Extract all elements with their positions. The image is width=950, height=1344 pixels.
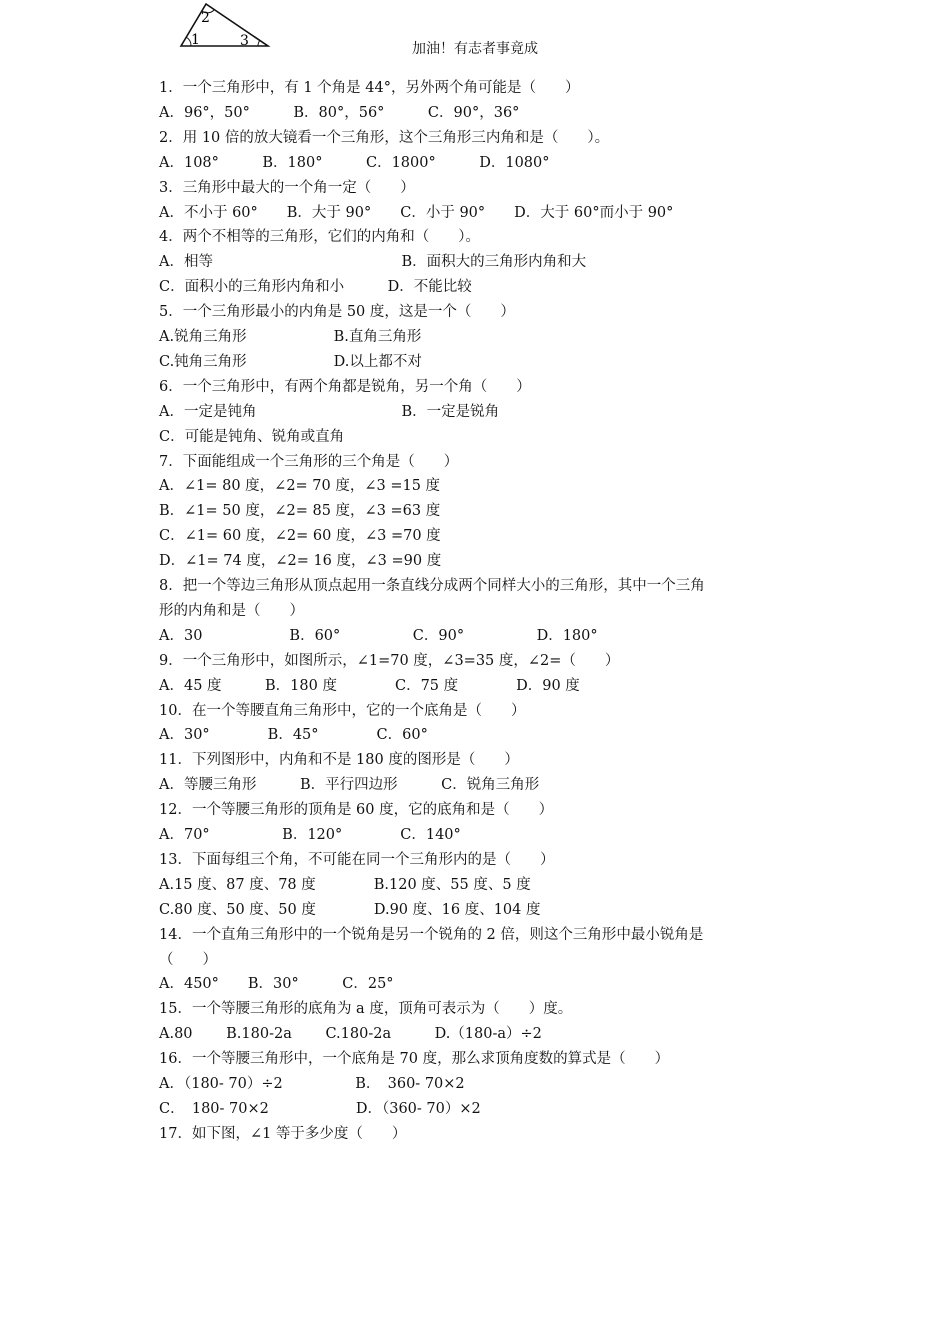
question-line: 5．一个三角形最小的内角是 50 度，这是一个（ ）: [159, 304, 515, 321]
question-line: 11．下列图形中，内角和不是 180 度的图形是（ ）: [159, 752, 519, 769]
question-line: 14．一个直角三角形中的一个锐角是另一个锐角的 2 倍，则这个三角形中最小锐角是: [159, 926, 704, 943]
question-line: A.15 度、87 度、78 度 B.120 度、55 度、5 度: [159, 876, 531, 893]
question-line: A．96°，50° B．80°，56° C．90°，36°: [159, 104, 520, 121]
question-line: C．面积小的三角形内角和小 D．不能比较: [159, 279, 472, 296]
question-line: A．70° B．120° C．140°: [159, 827, 461, 843]
question-line: A．30 B．60° C．90° D．180°: [159, 627, 598, 644]
question-line: 8．把一个等边三角形从顶点起用一条直线分成两个同样大小的三角形，其中一个三角: [159, 578, 705, 594]
question-line: C．∠1= 60 度，∠2= 60 度，∠3 =70 度: [159, 528, 441, 545]
angle2-label: 2: [201, 10, 210, 26]
question-line: 6．一个三角形中，有两个角都是锐角，另一个角（ ）: [159, 378, 531, 395]
question-line: A．不小于 60° B．大于 90° C．小于 90° D．大于 60°而小于 90°: [159, 204, 674, 221]
question-line: A．45 度 B．180 度 C．75 度 D．90 度: [159, 677, 580, 694]
question-line: 13．下面每组三个角，不可能在同一个三角形内的是（ ）: [159, 851, 555, 868]
question-line: A．相等 B．面积大的三角形内角和大: [159, 254, 587, 271]
question-line: C.80 度、50 度、50 度 D.90 度、16 度、104 度: [159, 901, 541, 918]
question-line: 9．一个三角形中，如图所示，∠1=70 度，∠3=35 度，∠2=（ ）: [159, 652, 620, 669]
question-line: 15．一个等腰三角形的底角为 a 度，顶角可表示为（ ）度。: [159, 1001, 573, 1018]
question-line: B．∠1= 50 度，∠2= 85 度，∠3 =63 度: [159, 503, 441, 520]
question-line: 4．两个不相等的三角形，它们的内角和（ ）。: [159, 229, 480, 246]
question-line: C． 180- 70×2 D．（360- 70）×2: [159, 1100, 481, 1117]
question-line: 12．一个等腰三角形的顶角是 60 度，它的底角和是（ ）: [159, 802, 554, 819]
question-line: A．30° B．45° C．60°: [159, 727, 428, 744]
question-line: C．可能是钝角、锐角或直角: [159, 428, 345, 445]
question-line: 2．用 10 倍的放大镜看一个三角形，这个三角形三内角和是（ ）。: [159, 129, 610, 146]
question-line: C.钝角三角形 D.以上都不对: [159, 353, 422, 370]
question-line: A．（180- 70）÷2 B． 360- 70×2: [159, 1076, 465, 1092]
question-line: D．∠1= 74 度，∠2= 16 度，∠3 =90 度: [159, 553, 442, 570]
question-line: A.80 B.180-2a C.180-2a D.（180-a）÷2: [159, 1026, 542, 1043]
question-line: （ ）: [159, 951, 217, 968]
question-line: A．108° B．180° C．1800° D．1080°: [159, 154, 550, 171]
question-line: A.锐角三角形 B.直角三角形: [159, 329, 422, 345]
angle3-label: 3: [240, 33, 249, 49]
question-line: 3．三角形中最大的一个角一定（ ）: [159, 179, 415, 196]
question-line: 形的内角和是（ ）: [159, 602, 304, 619]
question-line: A．450° B．30° C．25°: [159, 976, 394, 993]
question-line: 16．一个等腰三角形中，一个底角是 70 度，那么求顶角度数的算式是（ ）: [159, 1051, 670, 1068]
question-line: A．等腰三角形 B．平行四边形 C．锐角三角形: [159, 777, 540, 794]
question-line: 17．如下图，∠1 等于多少度（ ）: [159, 1125, 407, 1142]
page-header: 加油！有志者事竟成: [412, 41, 538, 57]
question-line: 1．一个三角形中，有 1 个角是 44°，另外两个角可能是（ ）: [159, 80, 580, 96]
question-line: 7．下面能组成一个三角形的三个角是（ ）: [159, 453, 459, 470]
question-line: A．一定是钝角 B．一定是锐角: [159, 403, 500, 420]
angle1-label: 1: [191, 32, 200, 48]
question-line: 10．在一个等腰直角三角形中，它的一个底角是（ ）: [159, 702, 526, 719]
question-line: A．∠1= 80 度，∠2= 70 度，∠3 =15 度: [159, 478, 441, 495]
